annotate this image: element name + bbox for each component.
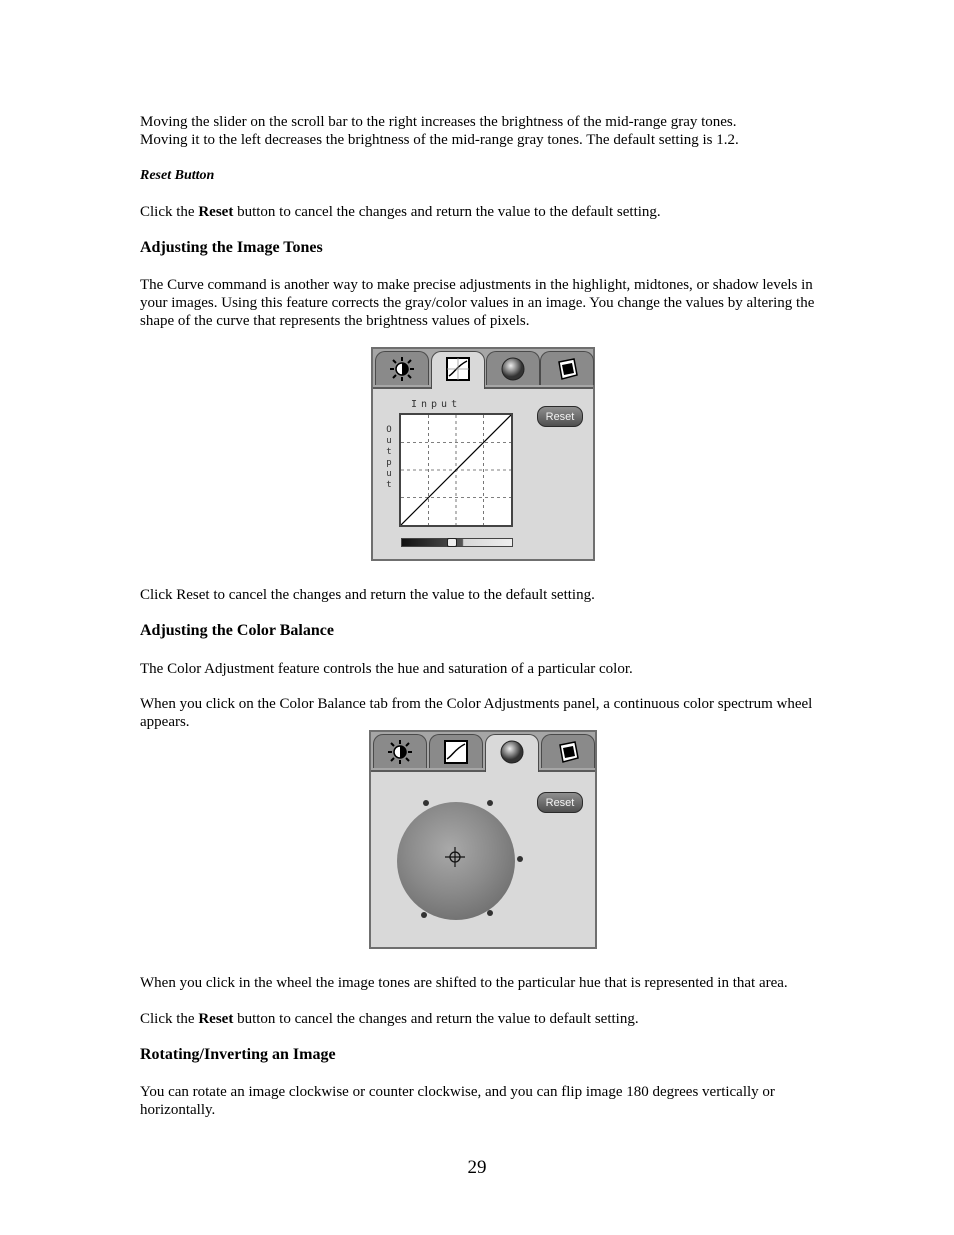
heading-color-balance: Adjusting the Color Balance — [140, 622, 334, 639]
color-wheel-panel — [369, 730, 597, 949]
wheel-reset-button[interactable]: Reset — [537, 792, 583, 813]
color-balance-tab-description: When you click on the Color Balance tab from the Color Adjustments panel, a continuous color spectrum wheel appears. — [140, 696, 813, 730]
tab-brightness[interactable] — [373, 734, 427, 768]
rotate-icon — [555, 739, 581, 765]
tab-color-balance[interactable] — [486, 351, 540, 385]
wheel-marker — [517, 856, 523, 862]
wheel-marker — [487, 800, 493, 806]
color-ball-icon — [500, 356, 526, 382]
slider-description: Moving the slider on the scroll bar to the right increases the brightness of the mid-range gray tones. Moving it to the left decreases the brightness of the mid-range gray tones. The default setting is 1.2. — [140, 114, 739, 148]
wheel-marker — [487, 910, 493, 916]
tab-curve[interactable] — [429, 734, 483, 768]
output-axis-label: Output — [386, 425, 392, 490]
heading-rotate-invert: Rotating/Inverting an Image — [140, 1046, 336, 1063]
panel-tab-bar — [373, 349, 593, 389]
curve-description: The Curve command is another way to make precise adjustments in the highlight, midtones, or shadow levels in your images. Using this feature corrects the gray/color values in an image. You change the values by altering the shape of the curve that represents the brightness values of pixels. — [140, 277, 815, 329]
curve-line — [401, 415, 511, 525]
curve-reset-description: Click Reset to cancel the changes and return the value to the default setting. — [140, 587, 595, 603]
brightness-icon — [389, 356, 415, 382]
brightness-icon — [387, 739, 413, 765]
slider-thumb[interactable] — [447, 538, 457, 547]
crosshair-icon[interactable] — [445, 847, 465, 867]
reset-button-subheading: Reset Button — [140, 168, 215, 183]
heading-image-tones: Adjusting the Image Tones — [140, 239, 323, 256]
rotate-description: You can rotate an image clockwise or counter clockwise, and you can flip image 180 degrees vertically or horizontally. — [140, 1084, 775, 1118]
input-axis-label: Input — [411, 399, 462, 410]
tab-color-balance[interactable] — [485, 734, 539, 772]
curve-grid — [401, 415, 511, 525]
tab-curve[interactable] — [431, 351, 485, 389]
curve-icon — [443, 739, 469, 765]
wheel-reset-description: Click the Reset button to cancel the changes and return the value to default setting. — [140, 1011, 639, 1027]
curve-panel — [371, 347, 595, 561]
page-number: 29 — [467, 1157, 487, 1178]
wheel-marker — [423, 800, 429, 806]
color-ball-icon — [499, 739, 525, 765]
panel-tab-bar — [371, 732, 595, 772]
reset-description: Click the Reset button to cancel the changes and return the value to the default setting. — [140, 204, 661, 220]
curve-reset-button[interactable]: Reset — [537, 406, 583, 427]
color-adjustment-description: The Color Adjustment feature controls the hue and saturation of a particular color. — [140, 661, 633, 677]
wheel-marker — [421, 912, 427, 918]
curve-icon — [445, 356, 471, 382]
gamma-slider[interactable] — [401, 538, 513, 547]
wheel-description: When you click in the wheel the image tones are shifted to the particular hue that is represented in that area. — [140, 975, 788, 991]
rotate-icon — [554, 356, 580, 382]
tab-brightness[interactable] — [375, 351, 429, 385]
tab-rotate[interactable] — [540, 351, 594, 385]
tab-rotate[interactable] — [541, 734, 595, 768]
curve-graph[interactable] — [399, 413, 513, 527]
